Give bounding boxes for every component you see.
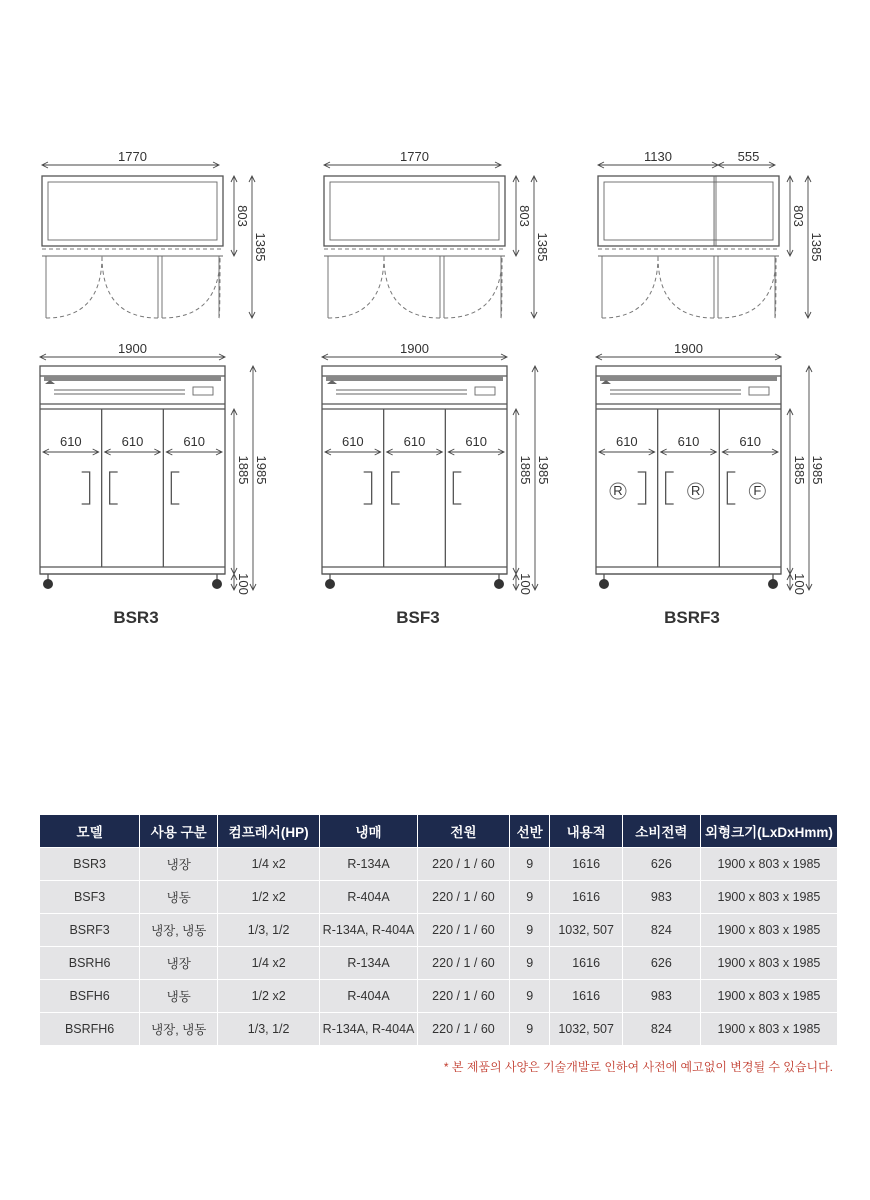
plan-outline <box>42 176 223 246</box>
door-swing <box>162 256 220 318</box>
table-cell: 220 / 1 / 60 <box>418 1013 510 1046</box>
table-cell: 1032, 507 <box>550 914 622 947</box>
table-cell: R-134A <box>320 947 418 980</box>
table-cell: 220 / 1 / 60 <box>418 881 510 914</box>
column-header: 소비전력 <box>622 815 700 848</box>
plan-total-label: 1385 <box>535 232 550 262</box>
table-cell: 1900 x 803 x 1985 <box>700 848 837 881</box>
door-mark: F <box>753 483 762 498</box>
display-icon <box>193 387 213 395</box>
caster-wheel <box>43 579 53 589</box>
cabinet-outline <box>596 366 781 574</box>
table-cell: 9 <box>509 980 550 1013</box>
column-header: 냉매 <box>320 815 418 848</box>
table-cell: 1032, 507 <box>550 1013 622 1046</box>
front-width-label: 1900 <box>118 341 147 356</box>
table-cell: 냉장, 냉동 <box>140 1013 218 1046</box>
plan-depth-label: 803 <box>791 205 806 227</box>
door-handle <box>727 472 735 504</box>
door-handle <box>82 472 90 504</box>
door-width-label: 610 <box>403 434 426 449</box>
table-cell: 1/3, 1/2 <box>218 1013 320 1046</box>
cabinet-outline <box>322 366 507 574</box>
total-height-label: 1985 <box>254 455 269 485</box>
total-height-label: 1985 <box>810 455 825 485</box>
door-handle <box>392 472 400 504</box>
spec-table <box>40 815 837 1045</box>
door-width-label: 610 <box>121 434 144 449</box>
table-cell: 1/4 x2 <box>218 848 320 881</box>
column-header: 전원 <box>418 815 510 848</box>
column-header: 외형크기(LxDxHmm) <box>700 815 837 848</box>
plan-total-label: 1385 <box>809 232 824 262</box>
cabinet-outline <box>40 366 225 574</box>
door-width-label: 610 <box>677 434 700 449</box>
table-cell: 1616 <box>550 881 622 914</box>
table-cell: 626 <box>622 848 700 881</box>
table-cell: 1900 x 803 x 1985 <box>700 947 837 980</box>
table-cell: 9 <box>509 881 550 914</box>
table-cell: 983 <box>622 980 700 1013</box>
table-row <box>40 980 837 1013</box>
caster-wheel <box>599 579 609 589</box>
table-row <box>40 1013 837 1046</box>
door-width-label: 610 <box>59 434 82 449</box>
plan-inner <box>330 182 499 240</box>
door-swing <box>46 256 102 318</box>
front-height-label: 1885 <box>792 455 807 485</box>
caster-height-label: 100 <box>518 573 533 595</box>
column-header: 모델 <box>40 815 140 848</box>
table-cell: BSR3 <box>40 848 140 881</box>
table-row <box>40 947 837 980</box>
table-cell: 824 <box>622 1013 700 1046</box>
table-cell: 1/2 x2 <box>218 980 320 1013</box>
table-cell: 626 <box>622 947 700 980</box>
table-cell: 220 / 1 / 60 <box>418 848 510 881</box>
table-cell: 983 <box>622 881 700 914</box>
model-name: BSF3 <box>396 608 440 627</box>
table-cell: 1900 x 803 x 1985 <box>700 980 837 1013</box>
caster-wheel <box>494 579 504 589</box>
table-cell: BSRF3 <box>40 914 140 947</box>
top-strip <box>600 376 777 381</box>
door-swing <box>658 256 714 318</box>
caster-wheel <box>325 579 335 589</box>
column-header: 내용적 <box>550 815 622 848</box>
table-cell: R-134A, R-404A <box>320 1013 418 1046</box>
door-swing <box>328 256 384 318</box>
plan-depth-label: 803 <box>517 205 532 227</box>
column-header: 사용 구분 <box>140 815 218 848</box>
table-cell: 9 <box>509 947 550 980</box>
model-name: BSRF3 <box>664 608 720 627</box>
table-cell: 1616 <box>550 947 622 980</box>
top-strip <box>44 376 221 381</box>
plan-inner <box>604 182 773 240</box>
plan-outline <box>324 176 505 246</box>
table-cell: BSRFH6 <box>40 1013 140 1046</box>
caster-height-label: 100 <box>792 573 807 595</box>
table-cell: BSRH6 <box>40 947 140 980</box>
column-header: 선반 <box>509 815 550 848</box>
door-swing <box>102 256 158 318</box>
plan-inner <box>48 182 217 240</box>
door-handle <box>453 472 461 504</box>
door-handle <box>666 472 674 504</box>
table-cell: 1616 <box>550 848 622 881</box>
table-cell: BSFH6 <box>40 980 140 1013</box>
door-width-label: 610 <box>183 434 206 449</box>
column-header: 컴프레서(HP) <box>218 815 320 848</box>
disclaimer-note: * 본 제품의 사양은 기술개발로 인하여 사전에 예고없이 변경될 수 있습니다. <box>443 1060 833 1074</box>
spec-table-header <box>40 815 837 848</box>
door-handle <box>171 472 179 504</box>
front-height-label: 1885 <box>236 455 251 485</box>
plan-width-label: 1770 <box>118 149 147 164</box>
door-handle <box>638 472 646 504</box>
table-cell: R-404A <box>320 881 418 914</box>
spec-table-body <box>40 848 837 1046</box>
table-cell: 1900 x 803 x 1985 <box>700 881 837 914</box>
door-width-label: 610 <box>465 434 488 449</box>
table-cell: 1900 x 803 x 1985 <box>700 1013 837 1046</box>
plan-depth-label: 803 <box>235 205 250 227</box>
table-cell: 1/3, 1/2 <box>218 914 320 947</box>
table-row <box>40 914 837 947</box>
table-cell: 220 / 1 / 60 <box>418 914 510 947</box>
front-width-label: 1900 <box>400 341 429 356</box>
plan-width-label: 1770 <box>400 149 429 164</box>
door-swing <box>718 256 776 318</box>
caster-wheel <box>768 579 778 589</box>
table-cell: 1/2 x2 <box>218 881 320 914</box>
table-cell: 220 / 1 / 60 <box>418 980 510 1013</box>
table-row <box>40 881 837 914</box>
table-cell: 냉장 <box>140 947 218 980</box>
table-row <box>40 848 837 881</box>
door-width-label: 610 <box>739 434 762 449</box>
table-cell: 220 / 1 / 60 <box>418 947 510 980</box>
door-handle <box>364 472 372 504</box>
door-handle <box>110 472 118 504</box>
total-height-label: 1985 <box>536 455 551 485</box>
door-width-label: 610 <box>341 434 364 449</box>
front-height-label: 1885 <box>518 455 533 485</box>
table-cell: R-134A, R-404A <box>320 914 418 947</box>
table-cell: R-134A <box>320 848 418 881</box>
table-cell: 냉장 <box>140 848 218 881</box>
table-cell: 1616 <box>550 980 622 1013</box>
door-mark: R <box>613 483 623 498</box>
top-strip <box>326 376 503 381</box>
table-cell: 9 <box>509 848 550 881</box>
door-mark: R <box>690 483 701 498</box>
door-swing <box>384 256 440 318</box>
model-name: BSR3 <box>113 608 159 627</box>
front-width-label: 1900 <box>674 341 703 356</box>
display-icon <box>749 387 769 395</box>
table-cell: 냉동 <box>140 881 218 914</box>
table-cell: 824 <box>622 914 700 947</box>
door-swing <box>444 256 502 318</box>
plan-width-label: 1130 <box>644 149 672 164</box>
plan-width-label: 555 <box>737 149 760 164</box>
caster-height-label: 100 <box>236 573 251 595</box>
table-cell: 냉장, 냉동 <box>140 914 218 947</box>
plan-total-label: 1385 <box>253 232 268 262</box>
door-width-label: 610 <box>615 434 638 449</box>
display-icon <box>475 387 495 395</box>
table-cell: 1900 x 803 x 1985 <box>700 914 837 947</box>
table-cell: 9 <box>509 1013 550 1046</box>
table-cell: R-404A <box>320 980 418 1013</box>
table-cell: 9 <box>509 914 550 947</box>
table-cell: 냉동 <box>140 980 218 1013</box>
table-cell: 1/4 x2 <box>218 947 320 980</box>
table-cell: BSF3 <box>40 881 140 914</box>
plan-outline <box>598 176 779 246</box>
door-swing <box>602 256 658 318</box>
caster-wheel <box>212 579 222 589</box>
